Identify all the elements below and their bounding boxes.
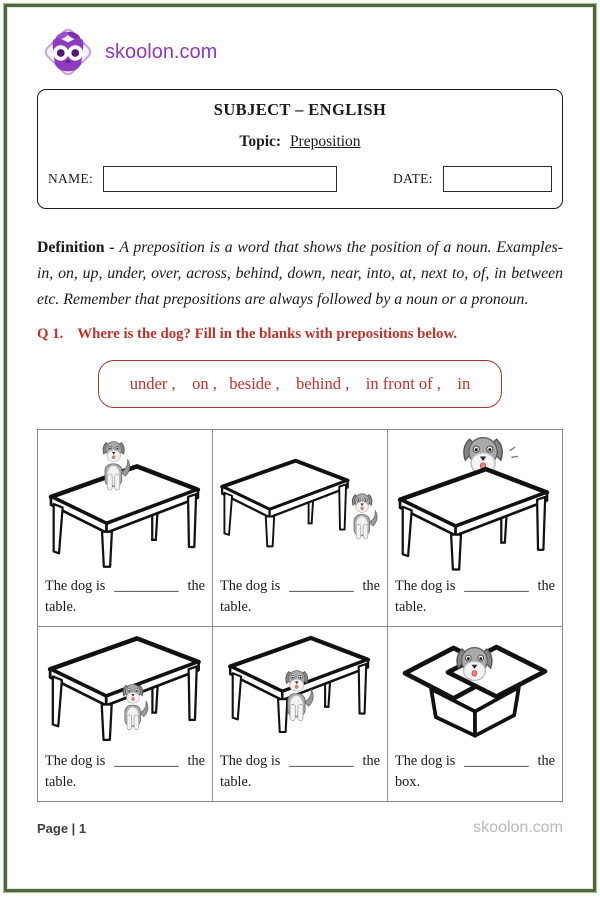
dog-on-table-image xyxy=(38,430,212,574)
sentence-start: The dog is xyxy=(395,753,456,769)
name-date-row xyxy=(48,166,552,192)
date-label: DATE: xyxy=(393,171,433,186)
object-word: box. xyxy=(395,774,421,790)
cell-caption xyxy=(213,749,387,801)
topic-value: Preposition xyxy=(289,133,361,150)
date-input[interactable] xyxy=(443,166,552,192)
answer-blank[interactable]: _________ xyxy=(114,578,179,594)
page-number: Page | 1 xyxy=(37,820,87,836)
worksheet-header-box xyxy=(37,89,563,209)
dog-behind-table-image xyxy=(388,430,562,574)
brand-name: skoolon.com xyxy=(105,40,218,63)
sentence-end: the xyxy=(537,753,555,769)
object-word: table. xyxy=(45,599,77,615)
exercise-cell-5 xyxy=(213,627,388,802)
word-bank-box: under , on , beside , behind , in front of , in xyxy=(98,360,502,408)
cell-caption xyxy=(213,574,387,626)
answer-blank[interactable]: _________ xyxy=(114,753,179,769)
name-input[interactable] xyxy=(103,166,337,192)
owl-logo-icon xyxy=(39,23,97,81)
sentence-end: the xyxy=(537,578,555,594)
topic-label: Topic: xyxy=(239,133,282,150)
exercise-cell-4 xyxy=(38,627,213,802)
footer-brand: skoolon.com xyxy=(473,819,563,836)
dog-in-box-image xyxy=(388,627,562,749)
sentence-start: The dog is xyxy=(45,753,106,769)
definition-text: A preposition is a word that shows the position of a noun. Examples- in, on, up, under, over, across, behind, down, near, into, at, next to, of, in between etc. Remember that prepositions are always followed by a noun or a pronoun. xyxy=(37,239,563,308)
dog-beside-table-image xyxy=(213,430,387,574)
object-word: table. xyxy=(395,599,427,615)
topic-line xyxy=(48,133,552,151)
name-label: NAME: xyxy=(48,171,93,186)
cell-caption xyxy=(388,749,562,801)
question-text: Where is the dog? Fill in the blanks with prepositions below. xyxy=(77,326,458,342)
page-frame xyxy=(4,4,596,892)
sentence-end: the xyxy=(187,578,205,594)
exercise-cell-1 xyxy=(38,430,213,627)
sentence-end: the xyxy=(362,753,380,769)
exercise-cell-3 xyxy=(388,430,563,627)
answer-blank[interactable]: _________ xyxy=(289,753,354,769)
page-footer xyxy=(37,819,563,837)
sentence-end: the xyxy=(187,753,205,769)
object-word: table. xyxy=(45,774,77,790)
dog-under-table-image xyxy=(38,627,212,749)
subject-title: SUBJECT – ENGLISH xyxy=(213,100,387,119)
definition-label: Definition - xyxy=(37,239,120,256)
object-word: table. xyxy=(220,774,252,790)
sentence-start: The dog is xyxy=(45,578,106,594)
cell-caption xyxy=(38,749,212,801)
exercise-cell-6 xyxy=(388,627,563,802)
dog-in-front-of-table-image xyxy=(213,627,387,749)
answer-blank[interactable]: _________ xyxy=(464,753,529,769)
object-word: table. xyxy=(220,599,252,615)
question-1-heading xyxy=(37,326,563,343)
question-number: Q 1. xyxy=(37,326,64,342)
brand-header xyxy=(39,21,563,83)
sentence-start: The dog is xyxy=(395,578,456,594)
answer-blank[interactable]: _________ xyxy=(464,578,529,594)
exercise-grid xyxy=(37,429,563,802)
sentence-start: The dog is xyxy=(220,578,281,594)
word-bank-wrapper xyxy=(37,360,563,408)
cell-caption xyxy=(38,574,212,626)
definition-paragraph xyxy=(37,235,563,313)
exercise-cell-2 xyxy=(213,430,388,627)
sentence-end: the xyxy=(362,578,380,594)
sentence-start: The dog is xyxy=(220,753,281,769)
answer-blank[interactable]: _________ xyxy=(289,578,354,594)
cell-caption xyxy=(388,574,562,626)
